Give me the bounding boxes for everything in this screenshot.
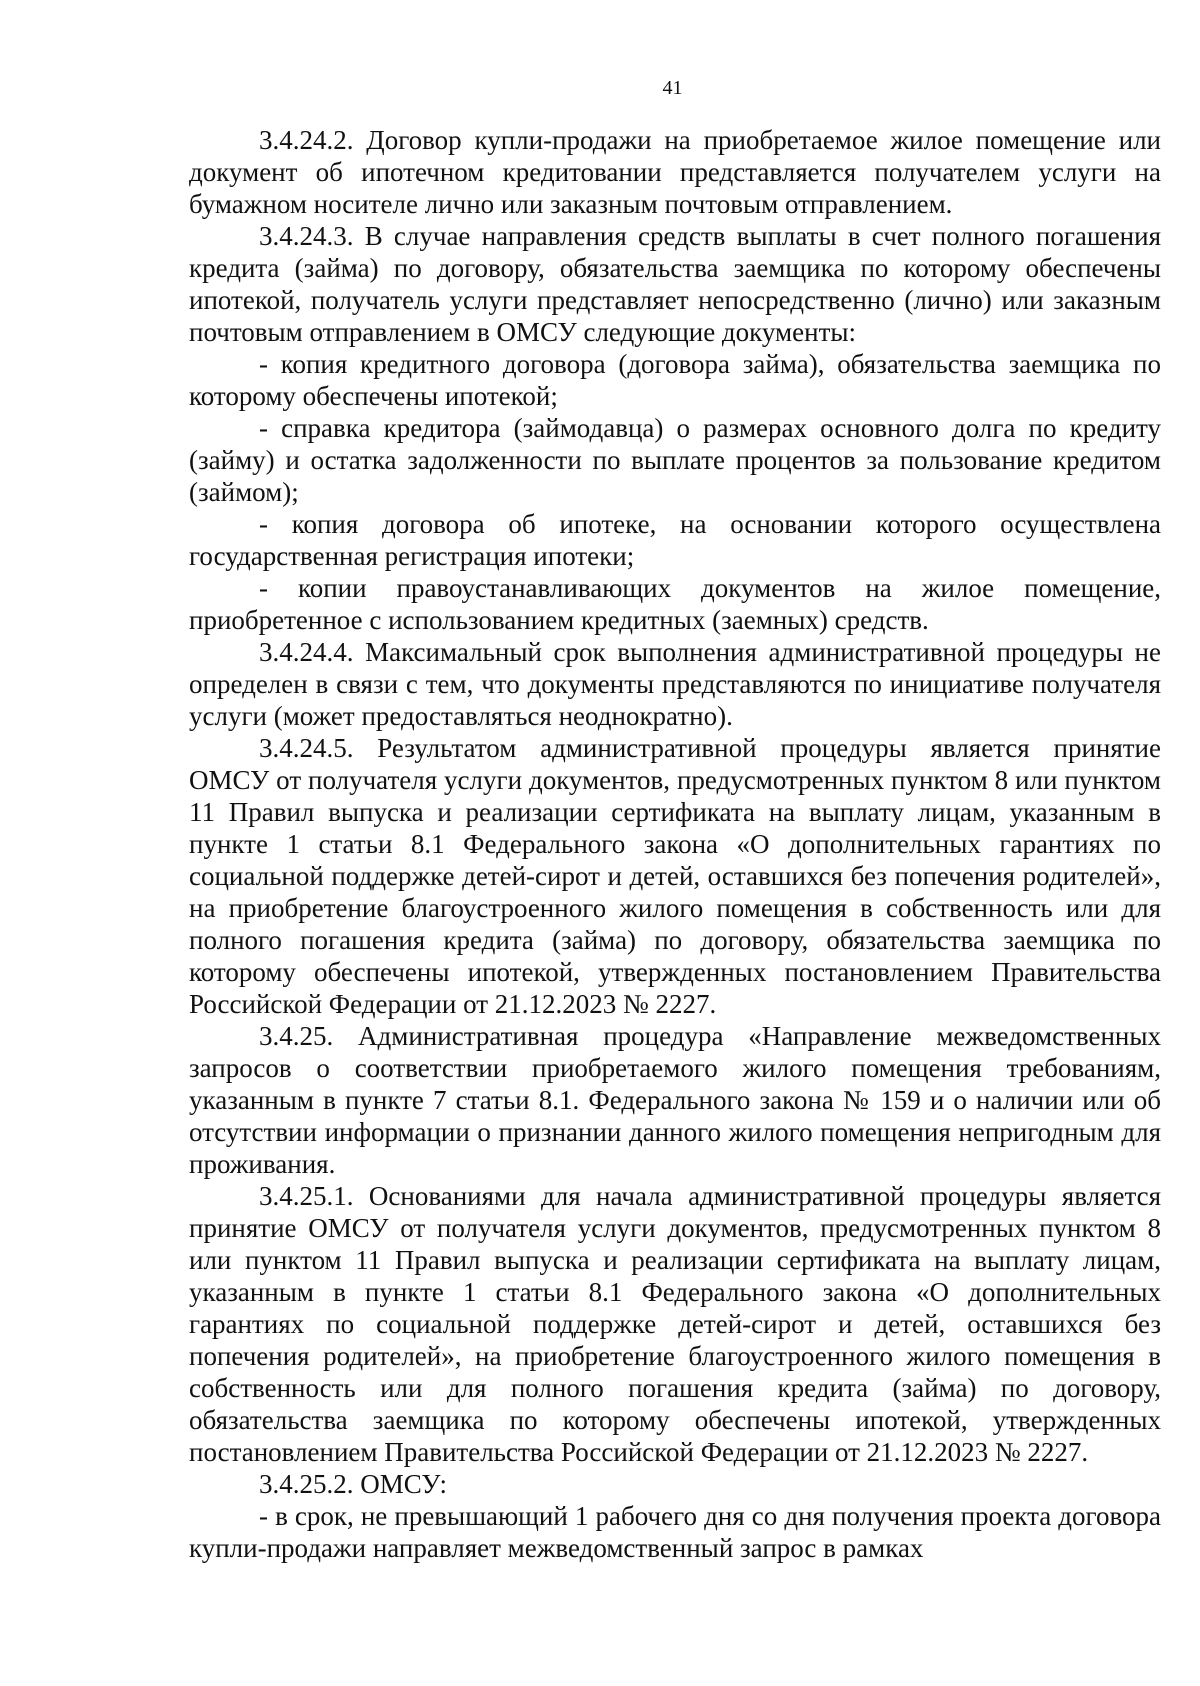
paragraph-3-4-25: 3.4.25. Административная процедура «Направление межведомственных запросов о соответствии приобретаемого жилого помещения требованиям, указанным в пункте 7 статьи 8.1. Федерального закона № 159 и о наличии или об отсутствии информации о признании данного жилого помещения непригодным для проживания.	[189, 1021, 1161, 1179]
paragraph-3-4-24-4: 3.4.24.4. Максимальный срок выполнения административной процедуры не определен в связи с тем, что документы представляются по инициативе получателя услуги (может предоставляться неоднократно).	[189, 637, 1161, 731]
list-item-creditor-statement: - справка кредитора (займодавца) о размерах основного долга по кредиту (займу) и остатка задолженности по выплате процентов за пользование кредитом (займом);	[189, 413, 1161, 507]
document-body	[189, 124, 1161, 1564]
list-item-mortgage-agreement-copy: - копия договора об ипотеке, на основании которого осуществлена государственная регистрация ипотеки;	[189, 509, 1161, 571]
page-number: 41	[662, 77, 683, 99]
paragraph-3-4-25-1: 3.4.25.1. Основаниями для начала административной процедуры является принятие ОМСУ от получателя услуги документов, предусмотренных пунктом 8 или пунктом 11 Правил выпуска и реализации сертификата на выплату лицам, указанным в пункте 1 статьи 8.1 Федерального закона «О дополнительных гарантиях по социальной поддержке детей-сирот и детей, оставшихся без попечения родителей», на приобретение благоустроенного жилого помещения в собственность или для полного погашения кредита (займа) по договору, обязательства заемщика по которому обеспечены ипотекой, утвержденных постановлением Правительства Российской Федерации от 21.12.2023 № 2227.	[189, 1181, 1161, 1467]
paragraph-3-4-24-2: 3.4.24.2. Договор купли-продажи на приобретаемое жилое помещение или документ об ипотечном кредитовании представляется получателем услуги на бумажном носителе лично или заказным почтовым отправлением.	[189, 125, 1161, 219]
list-item-title-documents-copy: - копии правоустанавливающих документов на жилое помещение, приобретенное с использованием кредитных (заемных) средств.	[189, 573, 1161, 635]
paragraph-3-4-25-2: 3.4.25.2. ОМСУ:	[259, 1469, 447, 1499]
list-item-credit-agreement-copy: - копия кредитного договора (договора займа), обязательства заемщика по которому обеспечены ипотекой;	[189, 349, 1161, 411]
list-item-interagency-request: - в срок, не превышающий 1 рабочего дня со дня получения проекта договора купли-продажи направляет межведомственный запрос в рамках	[189, 1501, 1161, 1563]
paragraph-3-4-24-5: 3.4.24.5. Результатом административной процедуры является принятие ОМСУ от получателя услуги документов, предусмотренных пунктом 8 или пунктом 11 Правил выпуска и реализации сертификата на выплату лицам, указанным в пункте 1 статьи 8.1 Федерального закона «О дополнительных гарантиях по социальной поддержке детей-сирот и детей, оставшихся без попечения родителей», на приобретение благоустроенного жилого помещения в собственность или для полного погашения кредита (займа) по договору, обязательства заемщика по которому обеспечены ипотекой, утвержденных постановлением Правительства Российской Федерации от 21.12.2023 № 2227.	[189, 733, 1161, 1019]
paragraph-3-4-24-3: 3.4.24.3. В случае направления средств выплаты в счет полного погашения кредита (займа) по договору, обязательства заемщика по которому обеспечены ипотекой, получатель услуги представляет непосредственно (лично) или заказным почтовым отправлением в ОМСУ следующие документы:	[189, 221, 1161, 347]
